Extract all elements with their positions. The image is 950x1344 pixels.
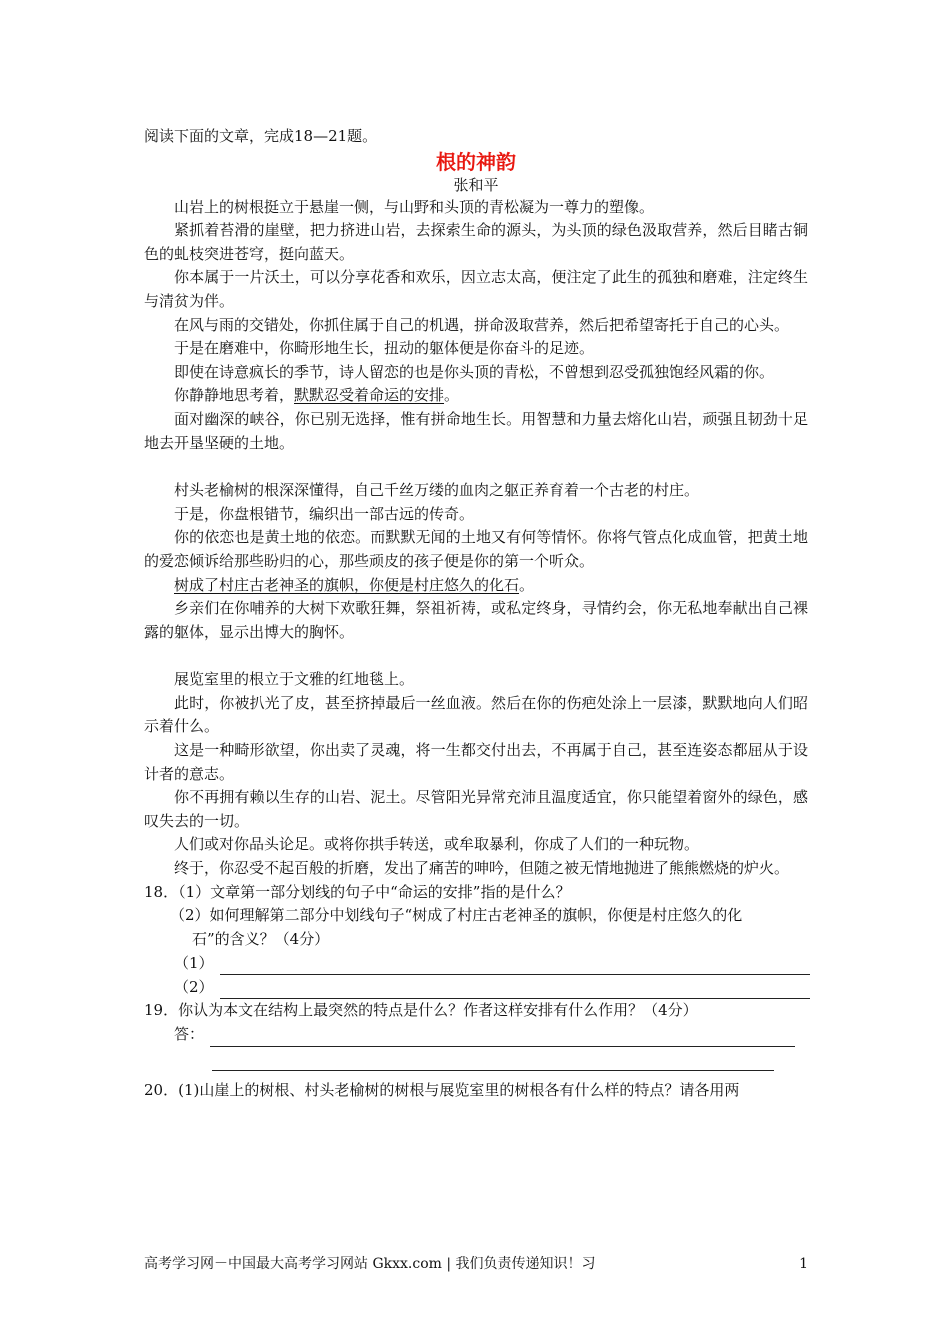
answer-line-2[interactable]: [144, 975, 808, 999]
answer-label: （2）: [174, 977, 214, 996]
answer-line-19-cont[interactable]: [144, 1047, 808, 1071]
answer-line-19[interactable]: [144, 1023, 808, 1047]
section-1: [144, 196, 808, 456]
paragraph-with-underline: [144, 574, 808, 598]
question-19: 19．你认为本文在结构上最突然的特点是什么？作者这样安排有什么作用？（4分）: [144, 1001, 698, 1020]
paragraph: 在风与雨的交错处，你抓住属于自己的机遇，拼命汲取营养，然后把希望寄托于自己的心头。: [174, 315, 790, 334]
paragraph: 紧抓着苔滑的崖壁，把力挤进山岩，去探索生命的源头，为头顶的绿色汲取营养，然后目睹古铜色的虬枝突进苍穹，挺向蓝天。: [144, 221, 808, 263]
text-run: 。: [519, 575, 535, 594]
paragraph: 于是，你盘根错节，编织出一部古远的传奇。: [174, 504, 475, 523]
paragraph: 村头老榆树的根深深懂得，自己千丝万缕的血肉之躯正养育着一个古老的村庄。: [174, 481, 700, 500]
paragraph: 人们或对你品头论足。或将你拱手转送，或牟取暴利，你成了人们的一种玩物。: [174, 835, 700, 854]
questions: [144, 881, 808, 1103]
footer-text: 高考学习网－中国最大高考学习网站 Gkxx.com | 我们负责传递知识！习: [144, 1256, 596, 1272]
paragraph: 这是一种畸形欲望，你出卖了灵魂，将一生都交付出去，不再属于自己，甚至连姿态都屈从于设计者的意志。: [144, 741, 808, 783]
page-footer: [144, 1254, 808, 1274]
question-18-2: （2）如何理解第二部分中划线句子“树成了村庄古老神圣的旗帜，你便是村庄悠久的化: [170, 906, 743, 925]
section-3: [144, 668, 808, 880]
paragraph: 你不再拥有赖以生存的山岩、泥土。尽管阳光异常充沛且温度适宜，你只能望着窗外的绿色，感叹失去的一切。: [144, 788, 808, 830]
answer-blank[interactable]: [220, 981, 810, 999]
underlined-sentence-1: 默默忍受着命运的安排: [294, 386, 445, 405]
spacer: [144, 1071, 808, 1079]
article-author: 张和平: [453, 175, 499, 194]
paragraph: 你的依恋也是黄土地的依恋。而默默无闻的土地又有何等情怀。你将气管点化成血管，把黄土地的爱恋倾诉给那些盼归的心，那些顽皮的孩子便是你的第一个听众。: [144, 528, 808, 570]
question-18-1: 18．（1）文章第一部分划线的句子中“命运的安排”指的是什么？: [144, 882, 571, 901]
section-2: [144, 479, 808, 644]
intro-instruction: 阅读下面的文章，完成18—21题。: [144, 127, 378, 145]
paragraph: 即使在诗意疯长的季节，诗人留恋的也是你头顶的青松，不曾想到忍受孤独饱经风霜的你。: [174, 362, 775, 381]
text-run: 。: [444, 386, 460, 405]
paragraph: 山岩上的树根挺立于悬崖一侧，与山野和头顶的青松凝为一尊力的塑像。: [174, 197, 655, 216]
answer-blank[interactable]: [210, 1029, 795, 1047]
answer-blank[interactable]: [220, 957, 810, 975]
question-18-2-cont: 石”的含义？（4分）: [192, 929, 330, 948]
underlined-sentence-2: 树成了村庄古老神圣的旗帜，你便是村庄悠久的化石: [174, 575, 520, 594]
article-title: 根的神韵: [436, 149, 516, 174]
paragraph: 乡亲们在你哺养的大树下欢歌狂舞，祭祖祈祷，或私定终身，寻情约会，你无私地奉献出自己裸露的躯体，显示出博大的胸怀。: [144, 599, 808, 641]
answer-label: 答：: [174, 1025, 205, 1044]
paragraph: 于是在磨难中，你畸形地生长，扭动的躯体便是你奋斗的足迹。: [174, 339, 595, 358]
section-gap: [144, 455, 808, 479]
answer-label: （1）: [174, 953, 214, 972]
article-body: [144, 125, 808, 1103]
paragraph: 终于，你忍受不起百般的折磨，发出了痛苦的呻吟，但随之被无情地抛进了熊熊燃烧的炉火。: [174, 859, 790, 878]
answer-blank[interactable]: [212, 1053, 774, 1071]
question-20: 20．(1)山崖上的树根、村头老榆树的树根与展览室里的树根各有什么样的特点？请各用两: [144, 1081, 740, 1099]
paragraph: 面对幽深的峡谷，你已别无选择，惟有拼命地生长。用智慧和力量去熔化山岩，顽强且韧劲十足地去开垦坚硬的土地。: [144, 409, 808, 452]
text-run: 你静静地思考着，: [174, 386, 295, 405]
section-gap: [144, 644, 808, 668]
paragraph: 此时，你被扒光了皮，甚至挤掉最后一丝血液。然后在你的伤疤处涂上一层漆，默默地向人们昭示着什么。: [144, 693, 808, 736]
paragraph: 你本属于一片沃土，可以分享花香和欢乐，因立志太高，便注定了此生的孤独和磨难，注定终生与清贫为伴。: [144, 268, 808, 310]
page-number: 1: [799, 1256, 808, 1272]
paragraph: 展览室里的根立于文雅的红地毯上。: [174, 670, 415, 689]
answer-line-1[interactable]: [144, 951, 808, 975]
paragraph-with-underline: [144, 384, 808, 408]
